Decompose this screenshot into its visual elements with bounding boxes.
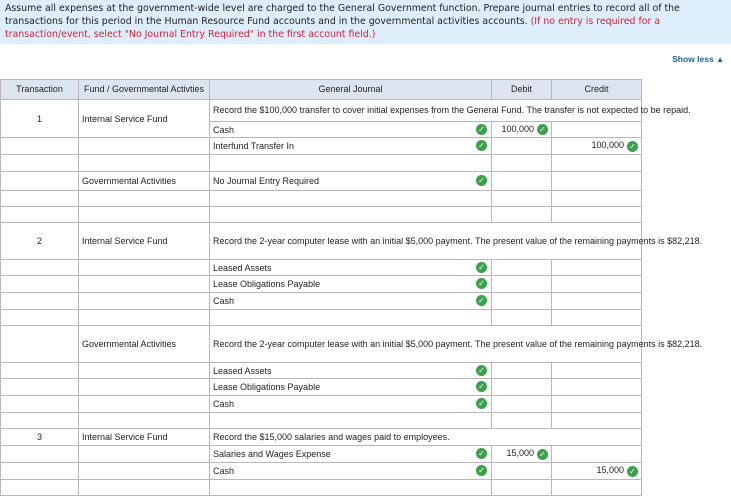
credit-field[interactable]	[552, 122, 642, 138]
table-row	[1, 413, 642, 429]
debit-field[interactable]	[492, 396, 552, 413]
col-debit: Debit	[492, 80, 552, 100]
table-row	[1, 480, 642, 496]
col-general-journal: General Journal	[210, 80, 492, 100]
check-icon: ✓	[476, 448, 487, 459]
table-row	[1, 138, 642, 155]
account-field[interactable]: Lease Obligations Payable ✓	[210, 379, 492, 396]
table-header	[1, 80, 642, 100]
instructions-note: (If no entry is required for a transaction/event, select "No Journal Entry Required" in the first account field.)	[5, 16, 661, 40]
debit-field[interactable]: 100,000 ✓	[492, 122, 552, 138]
credit-field[interactable]	[552, 363, 642, 379]
credit-field[interactable]	[552, 172, 642, 191]
table-row	[1, 260, 642, 276]
check-icon: ✓	[537, 449, 548, 460]
account-field[interactable]: Cash ✓	[210, 463, 492, 480]
col-fund: Fund / Governmental Activties	[79, 80, 210, 100]
instructions-text: Assume all expenses at the government-wide level are charged to the General Government function. Prepare journal entries to record all of the transactions for this period in the Human Resource Fund accounts and in the governmental activities accounts.	[5, 3, 680, 27]
check-icon: ✓	[476, 124, 487, 135]
show-less-label: Show less	[672, 54, 714, 64]
table-row	[1, 100, 642, 122]
debit-field[interactable]	[492, 138, 552, 155]
check-icon: ✓	[476, 465, 487, 476]
credit-field[interactable]	[552, 446, 642, 463]
credit-field[interactable]: 15,000 ✓	[552, 463, 642, 480]
account-field[interactable]: Cash ✓	[210, 122, 492, 138]
account-field[interactable]: Leased Assets ✓	[210, 363, 492, 379]
table-row	[1, 223, 642, 260]
table-row	[1, 363, 642, 379]
account-field[interactable]: No Journal Entry Required ✓	[210, 172, 492, 191]
table-row	[1, 463, 642, 480]
account-field[interactable]: Leased Assets ✓	[210, 260, 492, 276]
table-row	[1, 379, 642, 396]
check-icon: ✓	[476, 295, 487, 306]
transaction-number: 3	[1, 429, 79, 446]
account-field[interactable]: Cash ✓	[210, 293, 492, 310]
check-icon: ✓	[627, 466, 638, 477]
account-field[interactable]: Lease Obligations Payable ✓	[210, 276, 492, 293]
table-row	[1, 172, 642, 191]
table-row	[1, 396, 642, 413]
table-row	[1, 276, 642, 293]
show-less-toggle[interactable]	[640, 54, 724, 64]
check-icon: ✓	[476, 140, 487, 151]
credit-field[interactable]: 100,000 ✓	[552, 138, 642, 155]
check-icon: ✓	[476, 365, 487, 376]
fund-label: Governmental Activities	[79, 172, 210, 191]
instructions-banner	[0, 0, 731, 44]
table-row	[1, 191, 642, 207]
transaction-number: 1	[1, 100, 79, 138]
debit-field[interactable]: 15,000 ✓	[492, 446, 552, 463]
journal-table	[0, 79, 703, 496]
fund-label: Internal Service Fund	[79, 429, 210, 446]
collapse-triangle-icon: ▲	[716, 55, 724, 64]
account-field[interactable]: Cash ✓	[210, 396, 492, 413]
check-icon: ✓	[627, 141, 638, 152]
transaction-description: Record the 2-year computer lease with an initial $5,000 payment. The present value of the remaining payments is $82,218.	[210, 326, 642, 363]
account-field[interactable]: Interfund Transfer In ✓	[210, 138, 492, 155]
debit-field[interactable]	[492, 293, 552, 310]
table-row	[1, 446, 642, 463]
check-icon: ✓	[476, 381, 487, 392]
check-icon: ✓	[476, 175, 487, 186]
debit-field[interactable]	[492, 276, 552, 293]
fund-label: Internal Service Fund	[79, 223, 210, 260]
col-transaction: Transaction	[1, 80, 79, 100]
credit-field[interactable]	[552, 396, 642, 413]
table-row	[1, 207, 642, 223]
check-icon: ✓	[476, 278, 487, 289]
fund-label: Governmental Activities	[79, 326, 210, 363]
credit-field[interactable]	[552, 276, 642, 293]
table-row	[1, 326, 642, 363]
table-row	[1, 429, 642, 446]
credit-field[interactable]	[552, 260, 642, 276]
debit-field[interactable]	[492, 379, 552, 396]
credit-field[interactable]	[552, 379, 642, 396]
fund-label: Internal Service Fund	[79, 100, 210, 138]
col-credit: Credit	[552, 80, 642, 100]
debit-field[interactable]	[492, 172, 552, 191]
check-icon: ✓	[476, 398, 487, 409]
check-icon: ✓	[537, 124, 548, 135]
transaction-description: Record the 2-year computer lease with an initial $5,000 payment. The present value of the remaining payments is $82,218.	[210, 223, 642, 260]
check-icon: ✓	[476, 262, 487, 273]
debit-field[interactable]	[492, 260, 552, 276]
credit-field[interactable]	[552, 293, 642, 310]
transaction-number: 2	[1, 223, 79, 260]
debit-field[interactable]	[492, 363, 552, 379]
table-row	[1, 293, 642, 310]
transaction-description: Record the $100,000 transfer to cover initial expenses from the General Fund. The transfer is not expected to be repaid.	[210, 100, 642, 122]
table-row	[1, 155, 642, 172]
table-row	[1, 310, 642, 326]
account-field[interactable]: Salaries and Wages Expense ✓	[210, 446, 492, 463]
transaction-description: Record the $15,000 salaries and wages paid to employees.	[210, 429, 642, 446]
debit-field[interactable]	[492, 463, 552, 480]
